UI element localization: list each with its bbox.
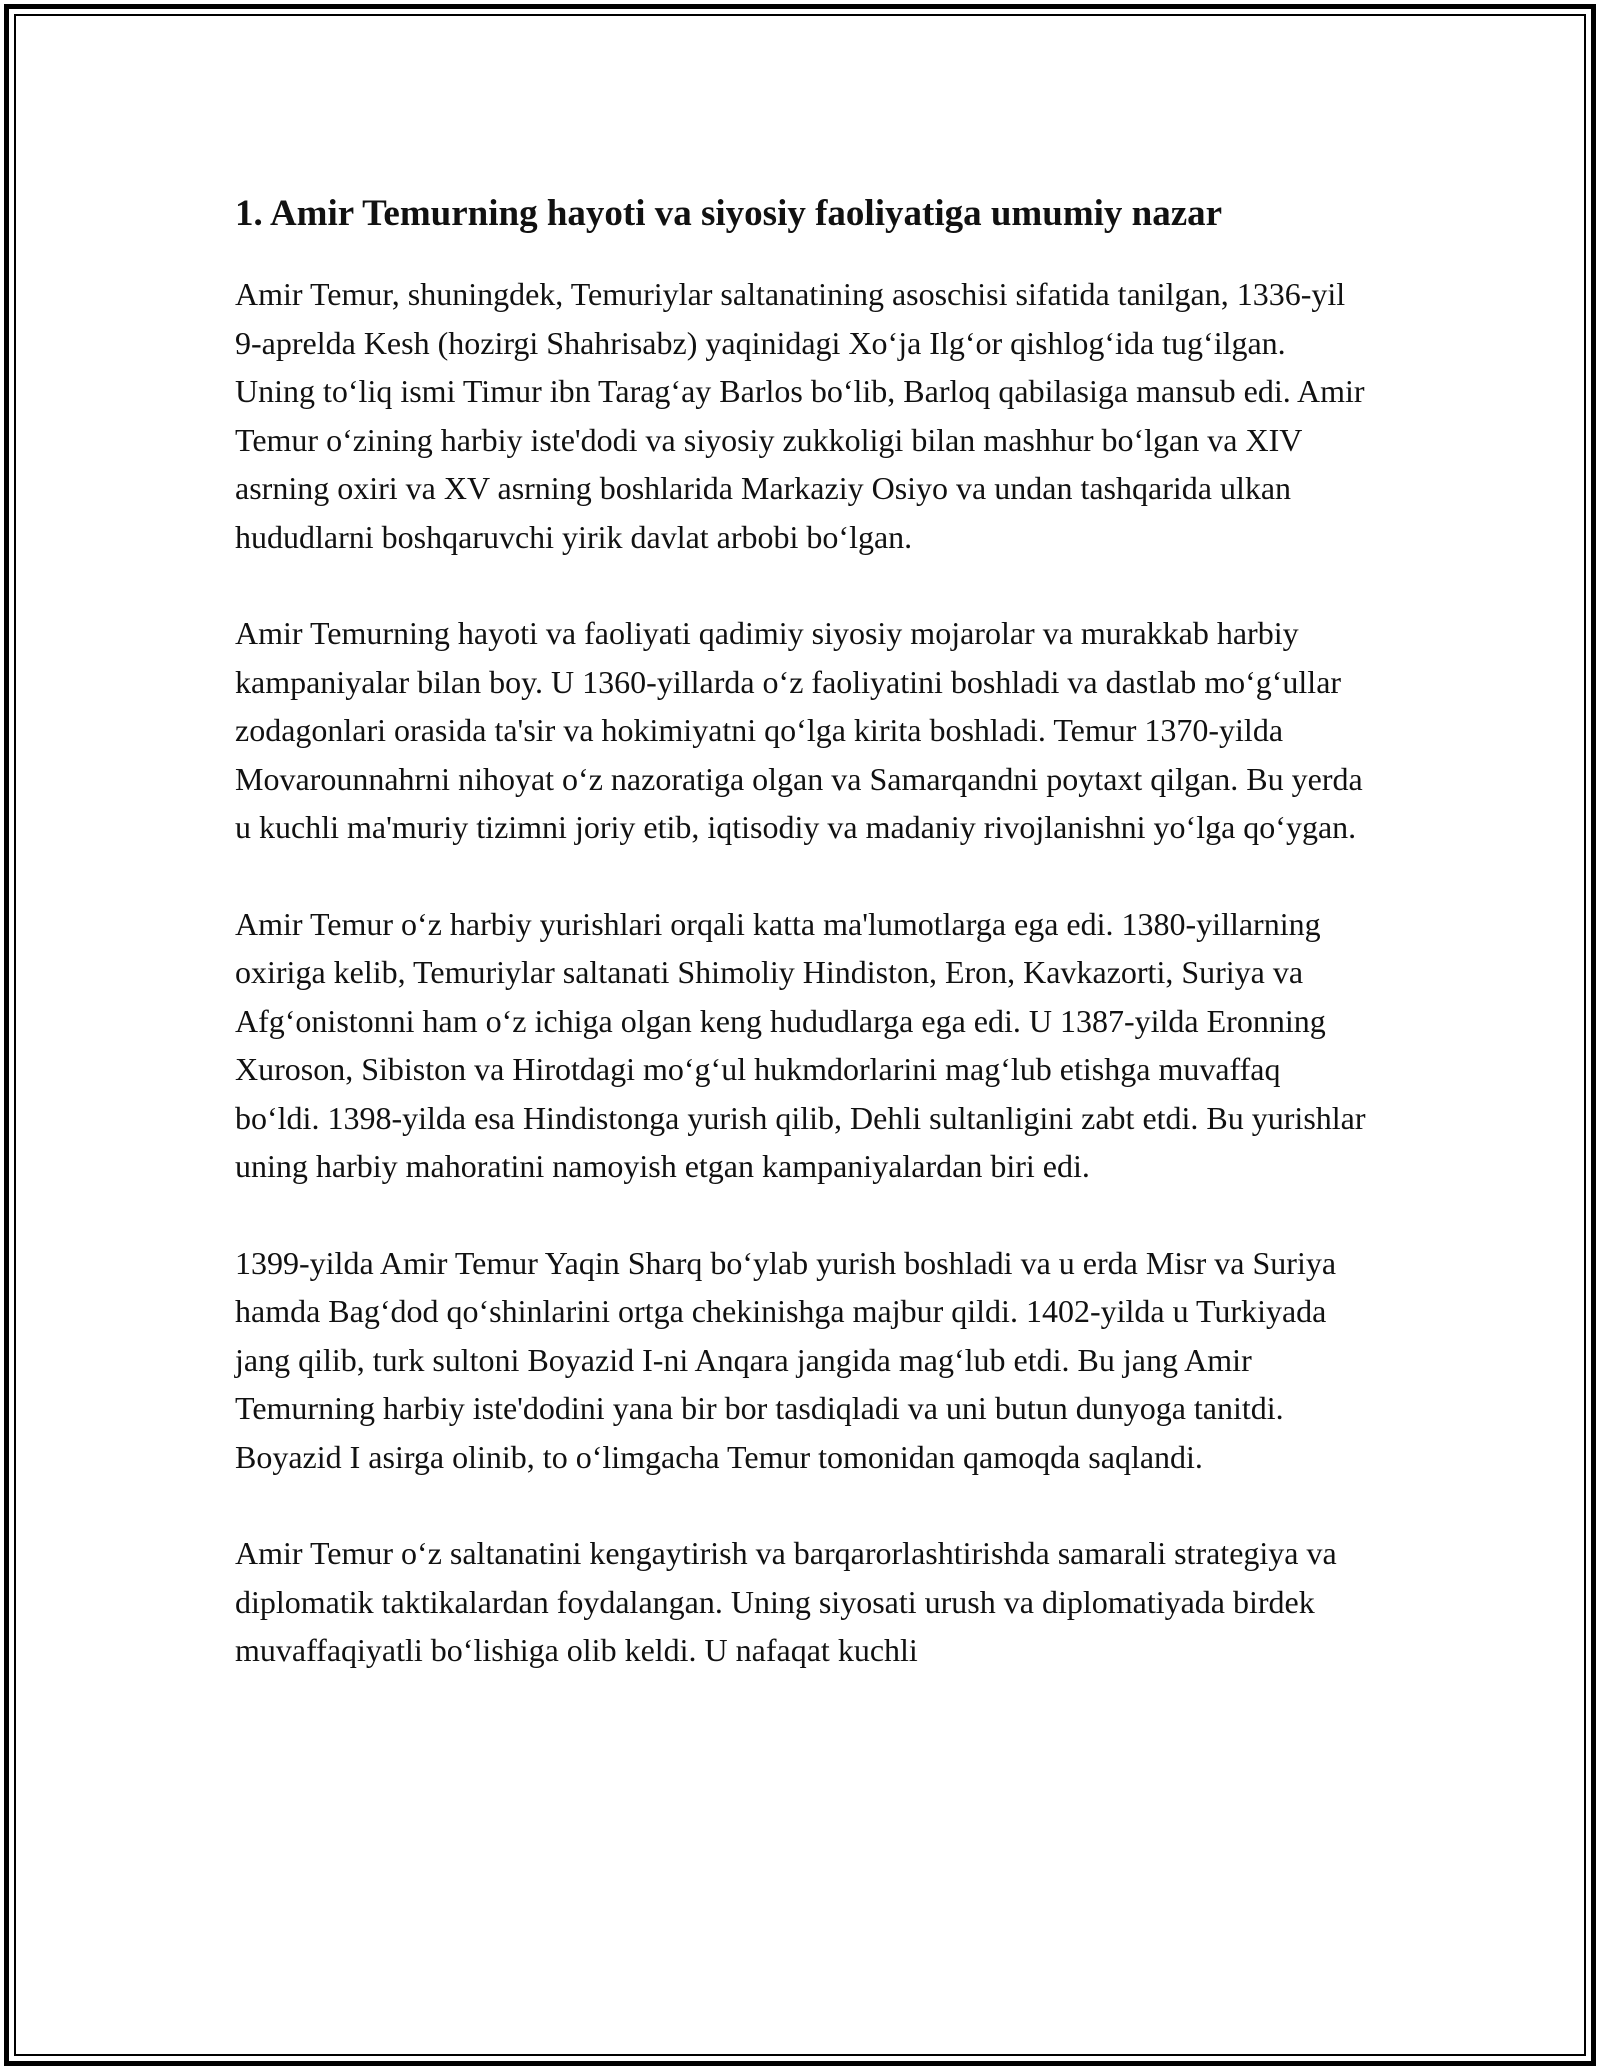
paragraph-5: Amir Temur oʻz saltanatini kengaytirish va barqarorlashtirishda samarali strategiya va diplomatik taktikalardan foydalangan. Uning siyosati urush va diplomatiyada birdek muvaffaqiyatli boʻlishiga olib keldi. U nafaqat kuchli <box>235 1535 1337 1668</box>
paragraph-2: Amir Temurning hayoti va faoliyati qadimiy siyosiy mojarolar va murakkab harbiy kampaniyalar bilan boy. U 1360-yillarda oʻz faoliyatini boshladi va dastlab moʻgʻullar zodagonlari orasida ta'sir va hokimiyatni qoʻlga kirita boshladi. Temur 1370-yilda Movarounnahrni nihoyat oʻz nazoratiga olgan va Samarqandni poytaxt qilgan. Bu yerda u kuchli ma'muriy tizimni joriy etib, iqtisodiy va madaniy rivojlanishni yoʻlga qoʻygan. <box>235 615 1363 845</box>
paragraph-1: Amir Temur, shuningdek, Temuriylar saltanatining asoschisi sifatida tanilgan, 1336-yil 9-aprelda Kesh (hozirgi Shahrisabz) yaqinidagi Xoʻja Ilgʻor qishlogʻida tugʻilgan. Uning toʻliq ismi Timur ibn Taragʻay Barlos boʻlib, Barloq qabilasiga mansub edi. Amir Temur oʻzining harbiy iste'dodi va siyosiy zukkoligi bilan mashhur boʻlgan va XIV asrning oxiri va XV asrning boshlarida Markaziy Osiyo va undan tashqarida ulkan hududlarni boshqaruvchi yirik davlat arbobi boʻlgan. <box>235 276 1365 555</box>
paragraph-4: 1399-yilda Amir Temur Yaqin Sharq boʻylab yurish boshladi va u erda Misr va Suriya hamda Bagʻdod qoʻshinlarini ortga chekinishga majbur qildi. 1402-yilda u Turkiyada jang qilib, turk sultoni Boyazid I-ni Anqara jangida magʻlub etdi. Bu jang Amir Temurning harbiy iste'dodini yana bir bor tasdiqladi va uni butun dunyoga tanitdi. Boyazid I asirga olinib, to oʻlimgacha Temur tomonidan qamoqda saqlandi. <box>235 1244 1337 1475</box>
document-body <box>235 186 1370 1675</box>
paragraph-3: Amir Temur oʻz harbiy yurishlari orqali katta ma'lumotlarga ega edi. 1380-yillarning oxiriga kelib, Temuriylar saltanati Shimoliy Hindiston, Eron, Kavkazorti, Suriya va Afgʻonistonni ham oʻz ichiga olgan keng hududlarga ega edi. U 1387-yilda Eronning Xuroson, Sibiston va Hirotdagi moʻgʻul hukmdorlarini magʻlub etishga muvaffaq boʻldi. 1398-yilda esa Hindistonga yurish qilib, Dehli sultanligini zabt etdi. Bu yurishlar uning harbiy mahoratini namoyish etgan kampaniyalardan biri edi. <box>235 905 1366 1184</box>
section-heading: 1. Amir Temurning hayoti va siyosiy faoliyatiga umumiy nazar <box>235 193 1223 234</box>
